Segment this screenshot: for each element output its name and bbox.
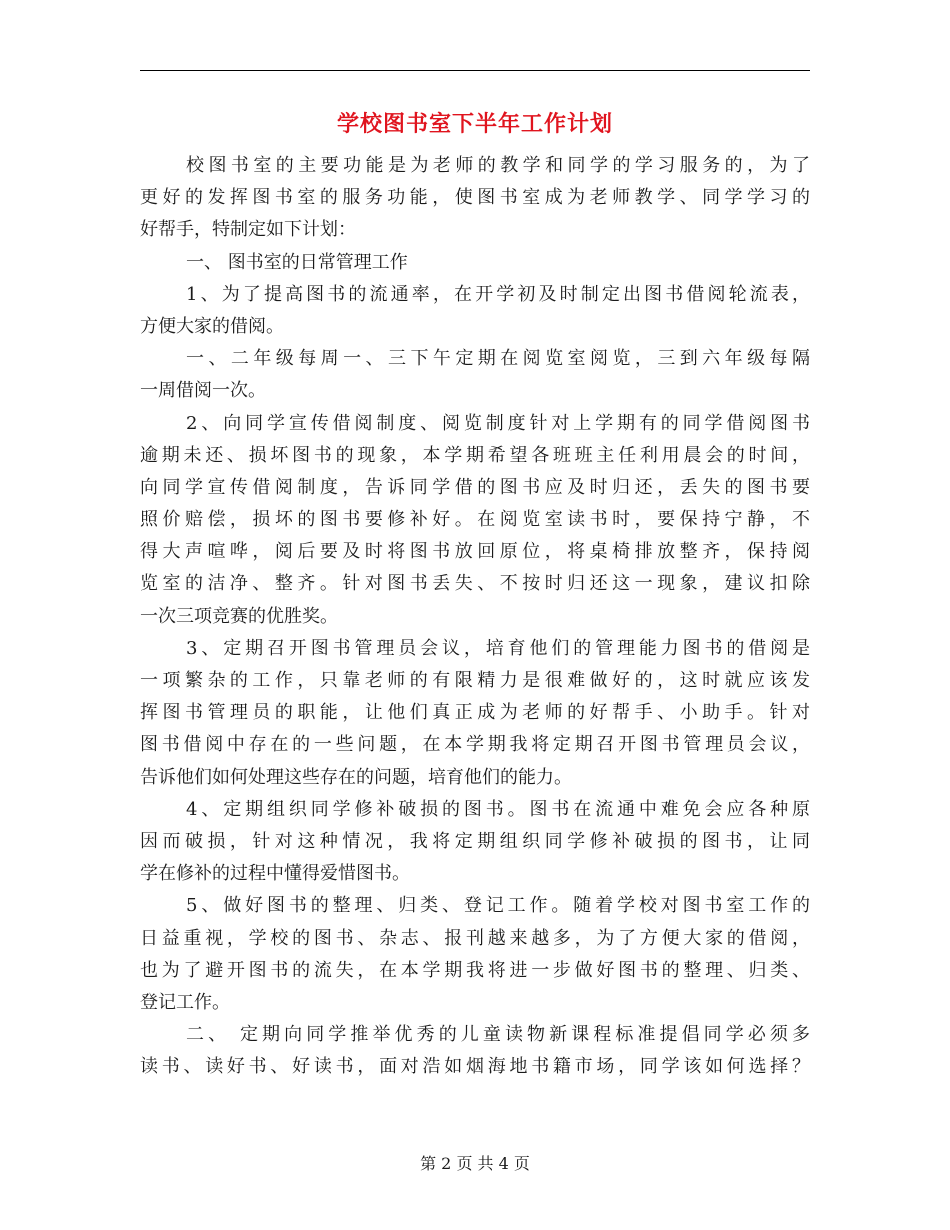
text-line: 图书借阅中存在的一些问题，在本学期我将定期召开图书管理员会议，	[140, 734, 810, 756]
text-line: 一、 图书室的日常管理工作	[186, 251, 408, 273]
text-line: 也为了避开图书的流失，在本学期我将进一步做好图书的整理、归类、	[140, 959, 810, 981]
text-line: 登记工作。	[140, 991, 230, 1013]
text-line: 日益重视，学校的图书、杂志、报刊越来越多，为了方便大家的借阅，	[140, 927, 810, 949]
text-line: 得大声喧哗，阅后要及时将图书放回原位，将桌椅排放整齐，保持阅	[140, 541, 810, 563]
document-title: 学校图书室下半年工作计划	[336, 111, 613, 137]
text-line: 向同学宣传借阅制度，告诉同学借的图书应及时归还，丢失的图书要	[140, 476, 810, 498]
text-line: 一周借阅一次。	[140, 380, 266, 402]
text-line: 一次三项竞赛的优胜奖。	[140, 605, 338, 627]
text-line: 校图书室的主要功能是为老师的教学和同学的学习服务的，为了	[186, 155, 810, 176]
text-line: 逾期未还、损坏图书的现象，本学期希望各班班主任利用晨会的时间，	[140, 444, 810, 466]
text-line: 二、 定期向同学推举优秀的儿童读物新课程标准提倡同学必须多	[186, 1024, 810, 1046]
text-line: 因而破损，针对这种情况，我将定期组织同学修补破损的图书，让同	[140, 830, 810, 852]
text-line: 一、二年级每周一、三下午定期在阅览室阅览，三到六年级每隔	[186, 348, 810, 370]
header-rule	[140, 70, 810, 71]
text-line: 学在修补的过程中懂得爱惜图书。	[140, 863, 410, 885]
page-number: 第 2 页 共 4 页	[420, 1154, 530, 1173]
text-line: 挥图书管理员的职能，让他们真正成为老师的好帮手、小助手。针对	[140, 702, 810, 724]
document-body	[140, 150, 810, 1083]
text-line: 告诉他们如何处理这些存在的问题，培育他们的能力。	[140, 766, 572, 788]
text-line: 1、为了提高图书的流通率，在开学初及时制定出图书借阅轮流表，	[186, 283, 810, 305]
text-line: 览室的洁净、整齐。针对图书丢失、不按时归还这一现象，建议扣除	[140, 573, 810, 595]
text-line: 5、做好图书的整理、归类、登记工作。随着学校对图书室工作的	[186, 895, 810, 917]
text-line: 更好的发挥图书室的服务功能，使图书室成为老师教学、同学学习的	[140, 187, 810, 209]
text-line: 一项繁杂的工作，只靠老师的有限精力是很难做好的，这时就应该发	[140, 670, 810, 691]
text-line: 方便大家的借阅。	[140, 315, 284, 337]
text-line: 4、定期组织同学修补破损的图书。图书在流通中难免会应各种原	[186, 798, 810, 820]
text-line: 读书、读好书、好读书，面对浩如烟海地书籍市场，同学该如何选择？	[140, 1056, 810, 1078]
text-line: 2、向同学宣传借阅制度、阅览制度针对上学期有的同学借阅图书	[186, 412, 810, 434]
text-line: 照价赔偿，损坏的图书要修补好。在阅览室读书时，要保持宁静，不	[140, 509, 810, 531]
text-line: 3、定期召开图书管理员会议，培育他们的管理能力图书的借阅是	[186, 637, 810, 659]
text-line: 好帮手，特制定如下计划：	[140, 219, 356, 241]
